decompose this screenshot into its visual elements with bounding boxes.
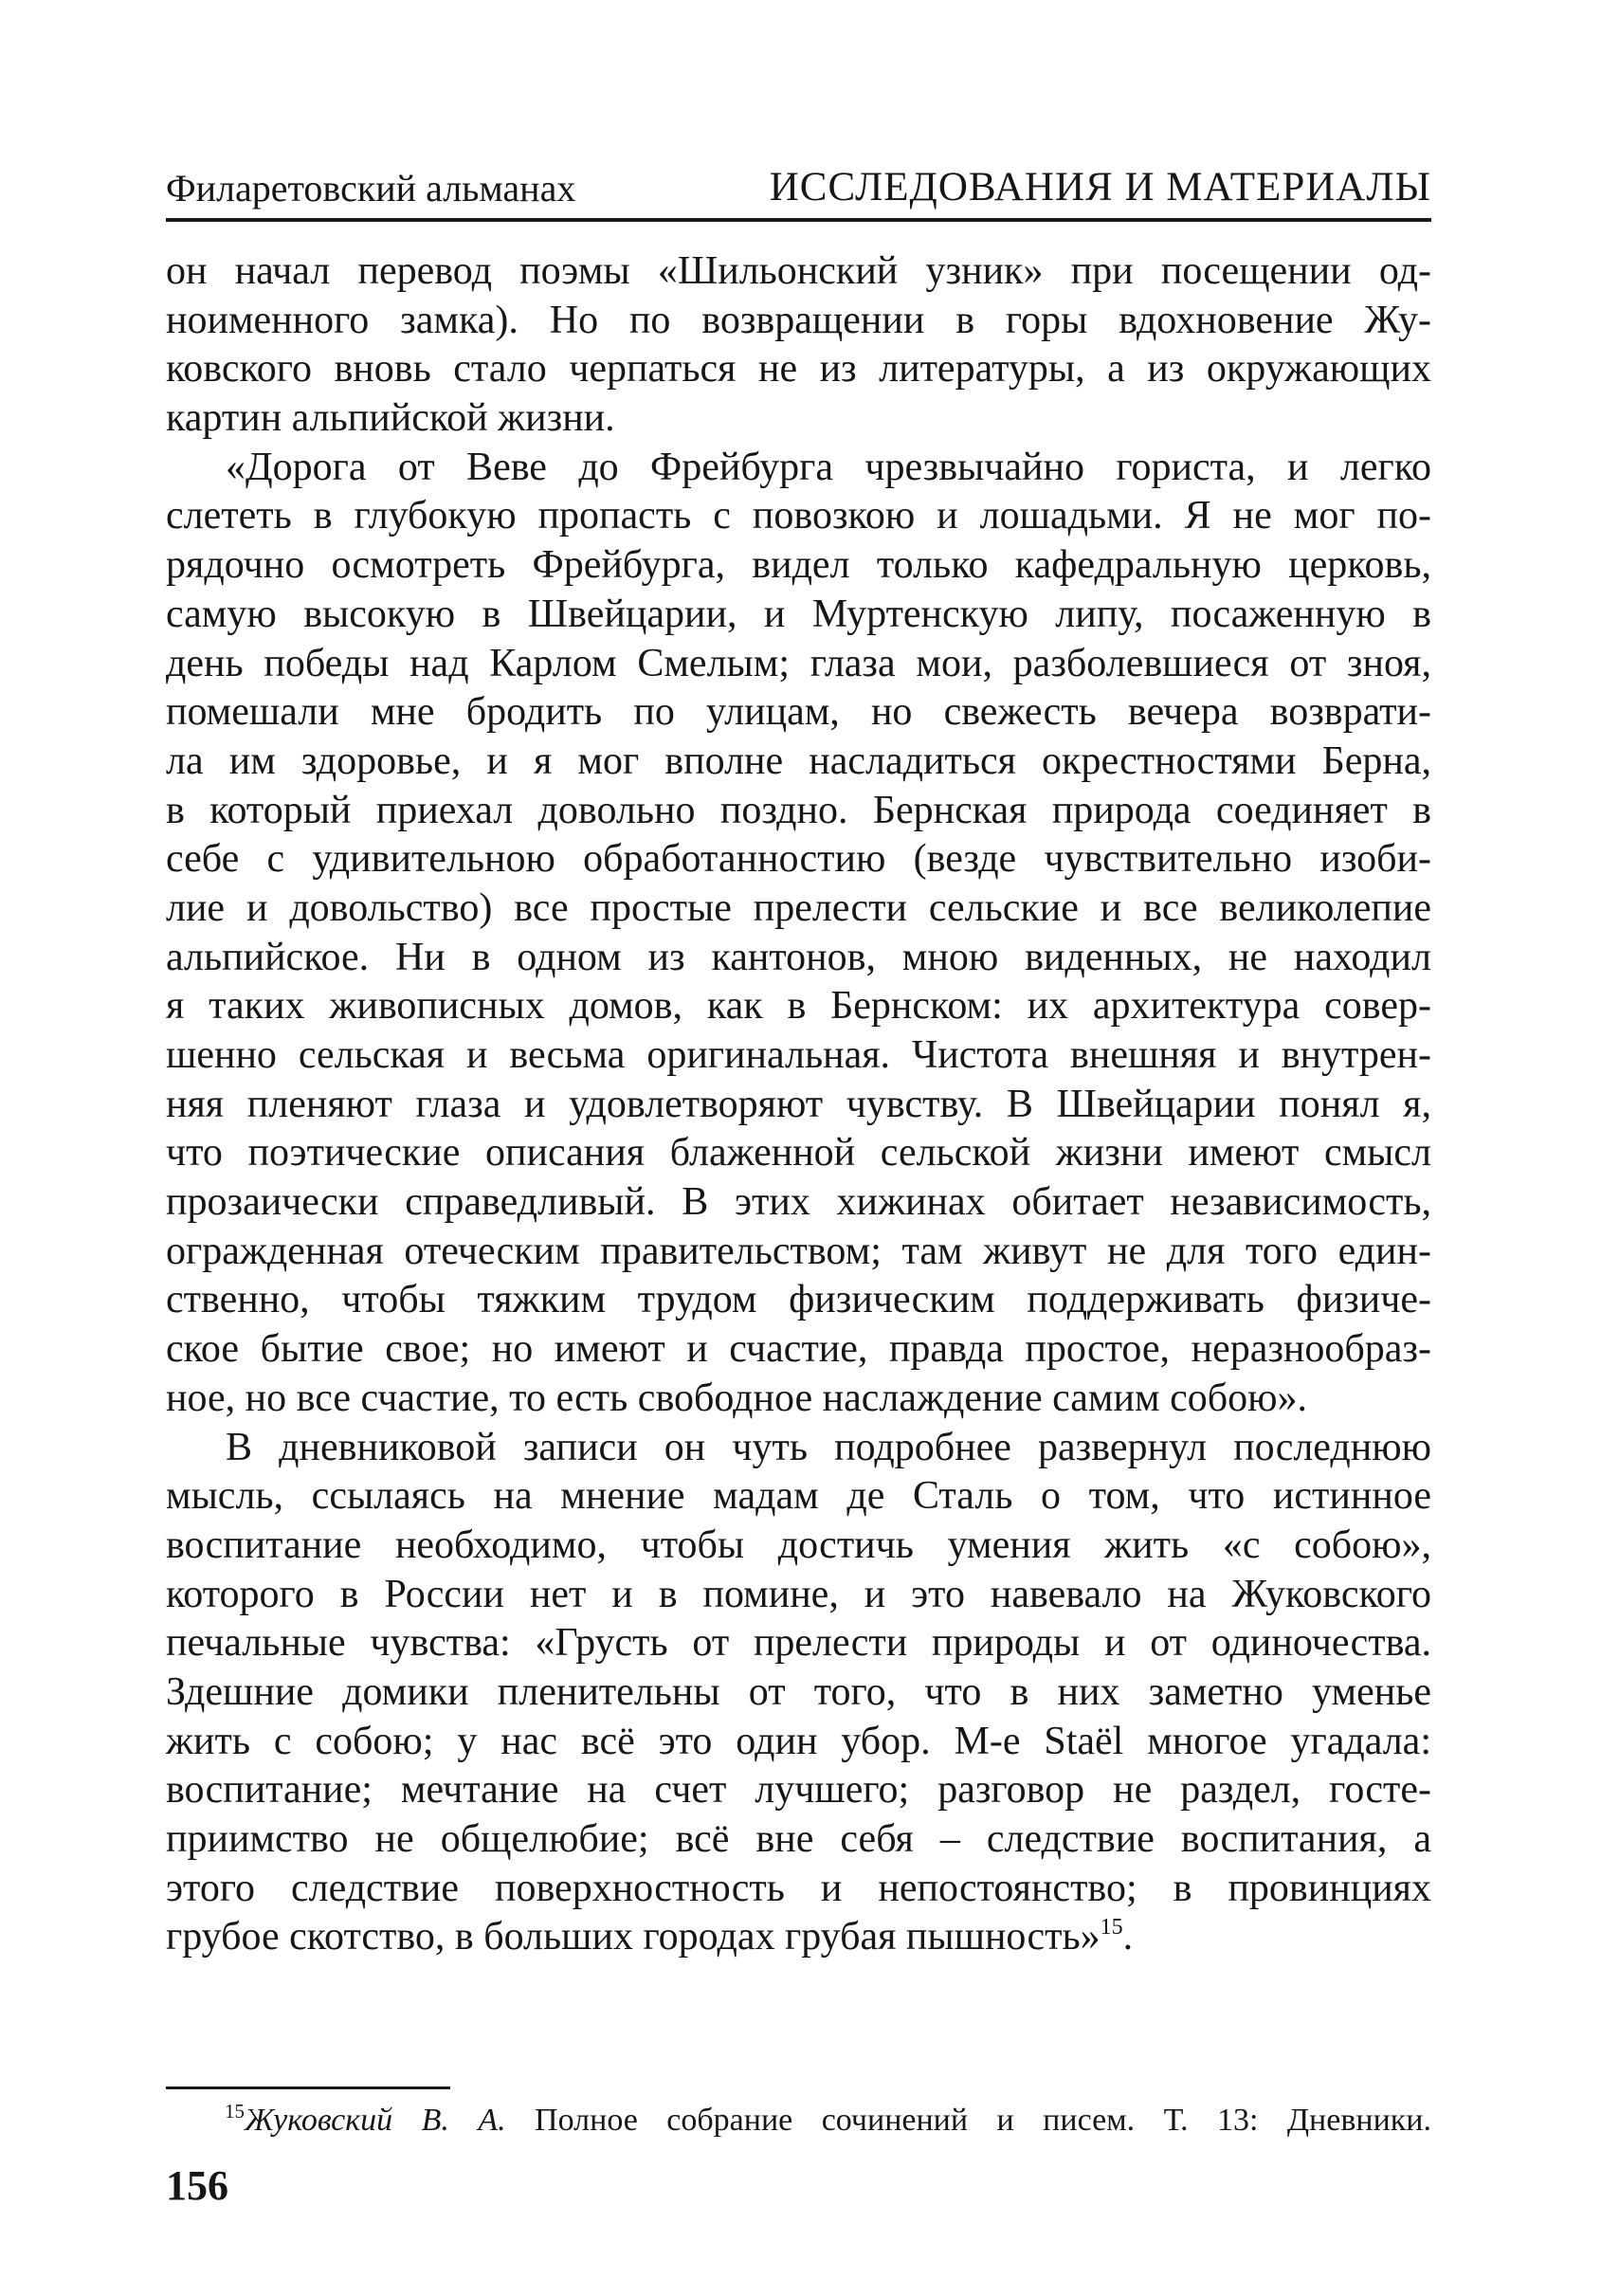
text-line: ское бытие свое; но имеют и счастие, правда простое, неразнообраз- <box>166 1327 1431 1372</box>
footnote <box>225 2099 1431 2142</box>
page-number: 156 <box>166 2162 228 2209</box>
text-line: жить с собою; у нас всё это один убор. M-e Staël многое угадала: <box>166 1719 1431 1763</box>
text-line: приимство не общелюбие; всё вне себя – следствие воспитания, а <box>166 1817 1431 1861</box>
paragraph-start-line: В дневниковой записи он чуть подробнее развернул последнюю <box>226 1425 1431 1469</box>
footnote-reference[interactable]: 15 <box>1100 1915 1123 1941</box>
footnote-text: Полное собрание сочинений и писем. Т. 13: Дневники. <box>505 2103 1431 2138</box>
text-line: в который приехал довольно поздно. Бернская природа соединяет в <box>166 788 1431 832</box>
text-line: шенно сельская и весьма оригинальная. Чистота внешняя и внутрен- <box>166 1033 1431 1077</box>
text-line: ственно, чтобы тяжким трудом физическим поддерживать физиче- <box>166 1278 1431 1322</box>
text-line: ла им здоровье, и я мог вполне насладиться окрестностями Берна, <box>166 738 1431 783</box>
text-line: самую высокую в Швейцарии, и Муртенскую липу, посаженную в <box>166 592 1431 636</box>
sentence-end: . <box>1122 1915 1134 1959</box>
text-line: я таких живописных домов, как в Бернском: их архитектура совер- <box>166 984 1431 1029</box>
text-line: рядочно осмотреть Фрейбурга, видел только кафедральную церковь, <box>166 543 1431 588</box>
text-line: слететь в глубокую пропасть с повозкою и лошадьми. Я не мог по- <box>166 494 1431 538</box>
header-rule <box>166 218 1431 222</box>
text-line: альпийское. Ни в одном из кантонов, мною виденных, не находил <box>166 935 1431 979</box>
text-line: мысль, ссылаясь на мнение мадам де Сталь о том, что истинное <box>166 1474 1431 1519</box>
text-line: няя пленяют глаза и удовлетворяют чувству. В Швейцарии понял я, <box>166 1082 1431 1126</box>
journal-title: Филаретовский альманах <box>166 167 576 210</box>
text-line: он начал перевод поэмы «Шильонский узник» при посещении од- <box>166 249 1431 293</box>
footnote-number: 15 <box>225 2100 245 2123</box>
running-head <box>166 153 1431 215</box>
text-line: ковского вновь стало черпаться не из литературы, а из окружающих <box>166 347 1431 392</box>
text-line: помешали мне бродить по улицам, но свежесть вечера возврати- <box>166 690 1431 735</box>
text-line: ноименного замка). Но по возвращении в горы вдохновение Жу- <box>166 298 1431 342</box>
text-line: печальные чувства: «Грусть от прелести природы и от одиночества. <box>166 1621 1431 1666</box>
text-line: что поэтические описания блаженной сельской жизни имеют смысл <box>166 1131 1431 1175</box>
text-line: огражденная отеческим правительством; там живут не для того един- <box>166 1229 1431 1273</box>
text-line: воспитание необходимо, чтобы достичь умения жить «с собою», <box>166 1522 1431 1567</box>
text-line: Здешние домики пленительны от того, что в них заметно уменье <box>166 1669 1431 1714</box>
text-line: ное, но все счастие, то есть свободное наслаждение самим собою». <box>166 1376 1307 1420</box>
section-title: ИССЛЕДОВАНИЯ И МАТЕРИАЛЫ <box>769 165 1431 210</box>
text-line-last <box>166 1913 1431 1962</box>
text-line: лие и довольство) все простые прелести сельские и все великолепие <box>166 885 1431 930</box>
text-line: этого следствие поверхностность и непостоянство; в провинциях <box>166 1866 1431 1910</box>
text-line: себе с удивительною обработанностию (везде чувствительно изоби- <box>166 837 1431 882</box>
footnote-rule <box>166 2086 450 2089</box>
text-line-content: грубое скотство, в больших городах грубая пышность» <box>166 1915 1101 1959</box>
body-text <box>166 247 1431 1962</box>
paragraph-start-line: «Дорога от Веве до Фрейбурга чрезвычайно гориста, и легко <box>226 445 1431 489</box>
footnote-author: Жуковский В. А. <box>245 2103 506 2138</box>
text-line: день победы над Карлом Смелым; глаза мои, разболевшиеся от зноя, <box>166 641 1431 685</box>
text-line: прозаически справедливый. В этих хижинах обитает независимость, <box>166 1180 1431 1225</box>
text-line: которого в России нет и в помине, и это навевало на Жуковского <box>166 1572 1431 1616</box>
text-line: воспитание; мечтание на счет лучшего; разговор не раздел, госте- <box>166 1768 1431 1813</box>
text-line: картин альпийской жизни. <box>166 396 615 441</box>
